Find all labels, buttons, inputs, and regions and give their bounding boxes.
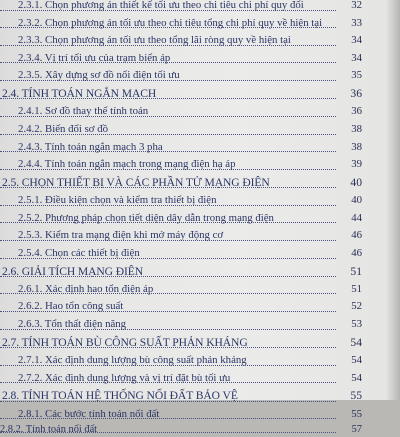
- toc-subsection-entry: [0, 210, 362, 228]
- toc-subsection-entry: [0, 281, 362, 299]
- toc-subsection-entry: [0, 192, 362, 210]
- toc-subsection-entry: [0, 406, 362, 424]
- toc-page-number: 46: [351, 229, 362, 242]
- toc-section-entry: [0, 85, 362, 103]
- toc-page-number: 32: [351, 0, 362, 11]
- toc-entry-title: 2.7.2. Xác định dung lượng và vị trí đặt bù tối ưu: [18, 371, 231, 384]
- toc-subsection-entry: [0, 227, 362, 245]
- toc-section-entry: [0, 334, 362, 352]
- toc-entry-title: 2.7.1. Xác định dung lượng bù công suất phản kháng: [18, 354, 247, 367]
- toc-page-number: 57: [351, 424, 362, 436]
- toc-subsection-entry: [0, 156, 362, 174]
- toc-entry-title: 2.3.2. Chọn phương án tối ưu theo chi tiêu tổng chi phí quy về hiện tại: [18, 16, 323, 29]
- toc-page-number: 54: [351, 371, 362, 384]
- toc-subsection-entry: [0, 121, 362, 139]
- toc-page-number: 52: [351, 300, 362, 313]
- toc-section-entry: [0, 263, 362, 281]
- toc-entry-title: 2.3.5. Xây dựng sơ đồ nối điện tối ưu: [18, 69, 180, 82]
- toc-subsection-entry: [0, 67, 362, 85]
- toc-entry-title: 2.7. TÍNH TOÁN BÙ CÔNG SUẤT PHẢN KHÁNG: [2, 335, 248, 349]
- toc-entry-title: 2.4.2. Biến đổi sơ đồ: [18, 122, 108, 135]
- toc-page-number: 38: [351, 140, 362, 153]
- toc-entry-title: 2.4.1. Sơ đồ thay thế tính toán: [18, 105, 149, 118]
- toc-entry-title: 2.8.1. Các bước tính toán nối đất: [18, 407, 160, 420]
- toc-subsection-entry: [0, 423, 362, 437]
- toc-subsection-entry: [0, 352, 362, 370]
- toc-page-number: 54: [350, 335, 362, 349]
- toc-section-entry: [0, 174, 362, 192]
- toc-page-number: 35: [351, 69, 362, 82]
- toc-entry-title: 2.6.2. Hao tổn công suất: [18, 300, 124, 313]
- toc-page-number: 34: [351, 51, 362, 64]
- toc-subsection-entry: [0, 316, 362, 334]
- toc-subsection-entry: [0, 50, 362, 68]
- toc-entry-title: 2.5.4. Chọn các thiết bị điện: [18, 246, 140, 259]
- toc-page-number: 38: [351, 122, 362, 135]
- toc-entry-title: 2.5. CHỌN THIẾT BỊ VÀ CÁC PHẦN TỬ MẠNG ĐIỆN: [2, 175, 270, 189]
- toc-page-number: 36: [351, 105, 362, 118]
- toc-subsection-entry: [0, 298, 362, 316]
- toc-entry-title: 2.8.2. Tính toán nối đất: [0, 424, 98, 436]
- toc-page-number: 33: [351, 16, 362, 29]
- page-edge-shadow: [386, 0, 400, 400]
- toc-page-number: 54: [351, 354, 362, 367]
- toc-page-number: 55: [351, 407, 362, 420]
- toc-subsection-entry: [0, 370, 362, 388]
- toc-subsection-entry: [0, 0, 362, 15]
- toc-page-number: 40: [350, 175, 362, 189]
- toc-page-number: 40: [351, 194, 362, 207]
- toc-entry-title: 2.5.3. Kiểm tra mạng điện khi mở máy động cơ: [18, 229, 224, 242]
- toc-page-number: 53: [351, 318, 362, 331]
- toc-page-number: 51: [351, 282, 362, 295]
- toc-entry-title: 2.4. TÍNH TOÁN NGẮN MẠCH: [2, 86, 157, 100]
- toc-entry-title: 2.6.1. Xác định hao tổn điện áp: [18, 282, 154, 295]
- toc-entry-title: 2.3.3. Chọn phương án tối ưu theo tổng lãi ròng quy về hiện tại: [18, 34, 291, 47]
- toc-page-number: 46: [351, 246, 362, 259]
- toc-subsection-entry: [0, 32, 362, 50]
- toc-entry-title: 2.5.2. Phương pháp chọn tiết diện dây dẫn trong mạng điện: [18, 211, 274, 224]
- toc-entry-title: 2.6. GIẢI TÍCH MẠNG ĐIỆN: [2, 264, 144, 278]
- toc-page-number: 55: [350, 389, 362, 403]
- toc-entry-title: 2.6.3. Tổn thất điện năng: [18, 318, 127, 331]
- toc-entry-title: 2.3.1. Chọn phương án thiết kế tối ưu theo chi tiêu chi phí quy đổi: [18, 0, 304, 11]
- toc-page-number: 34: [351, 34, 362, 47]
- toc-page-number: 39: [351, 158, 362, 171]
- toc-entry-title: 2.4.4. Tính toán ngắn mạch trong mạng điện hạ áp: [18, 158, 236, 171]
- toc-subsection-entry: [0, 15, 362, 33]
- toc-entry-title: 2.8. TÍNH TOÁN HỆ THỐNG NỐI ĐẤT BẢO VỆ: [2, 389, 238, 403]
- toc-subsection-entry: [0, 245, 362, 263]
- toc-page-number: 51: [350, 264, 362, 278]
- toc-entry-title: 2.3.4. Vị trí tối ưu của trạm biến áp: [18, 51, 171, 64]
- toc-subsection-entry: [0, 103, 362, 121]
- toc-section-entry: [0, 387, 362, 405]
- toc-entry-title: 2.5.1. Điều kiện chọn và kiểm tra thiết bị điện: [18, 194, 217, 207]
- toc-subsection-entry: [0, 139, 362, 157]
- toc-page-number: 44: [351, 211, 362, 224]
- toc-entry-title: 2.4.3. Tính toán ngắn mạch 3 pha: [18, 140, 163, 153]
- toc-page-number: 36: [350, 86, 362, 100]
